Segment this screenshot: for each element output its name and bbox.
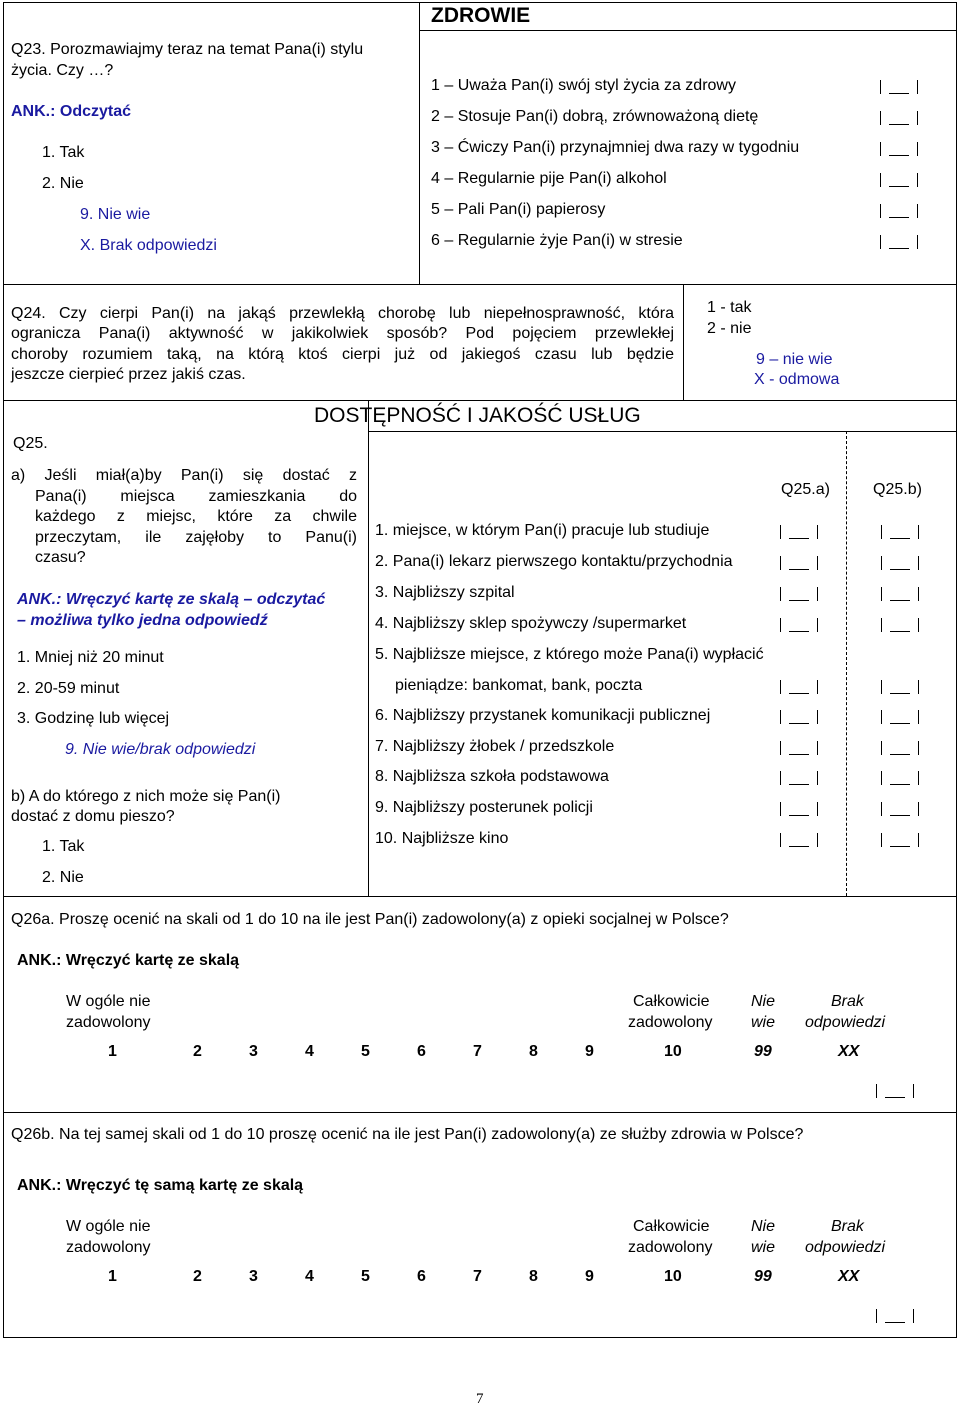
q23-option-brak: X. Brak odpowiedzi [80, 237, 217, 254]
q26b-scale-3: 3 [249, 1268, 258, 1285]
q25-place-6: 6. Najbliższy przystanek komunikacji publicznej [375, 707, 711, 724]
q25a-option-1: 1. Mniej niż 20 minut [17, 649, 164, 666]
q26b-na-label-1: Brak [831, 1218, 864, 1235]
q25-place-4: 4. Najbliższy sklep spożywczy /supermarket [375, 615, 687, 632]
zdrowie-header: ZDROWIE [431, 4, 531, 27]
q26a-na-label-1: Brak [831, 993, 864, 1010]
q26a-scale-8: 8 [529, 1043, 538, 1060]
q25b-box-3[interactable] [881, 587, 919, 601]
q25a-line-1: a) Jeśli miał(a)by Pan(i) się dostać z [11, 467, 357, 484]
q23-item-4: 4 – Regularnie pije Pan(i) alkohol [431, 170, 667, 187]
q25-bottom-border [3, 896, 957, 897]
right-border [956, 2, 957, 1338]
q25b-box-1[interactable] [881, 525, 919, 539]
q25b-box-10[interactable] [881, 833, 919, 847]
q26a-scale-2: 2 [193, 1043, 202, 1060]
q26b-scale-xx: XX [838, 1268, 860, 1285]
q26a-low-label-2: zadowolony [66, 1014, 151, 1031]
q26a-scale-10: 10 [664, 1043, 682, 1060]
q25a-box-9[interactable] [780, 802, 818, 816]
q23-prompt-line1: Q23. Porozmawiajmy teraz na temat Pana(i) stylu [11, 41, 364, 58]
q24-line-1: Q24. Czy cierpi Pan(i) na jakąś przewlekłą chorobę lub niepełnosprawność, która [11, 305, 674, 322]
q23-answer-box-2[interactable] [880, 111, 918, 125]
q26a-scale-9: 9 [585, 1043, 594, 1060]
q25a-box-3[interactable] [780, 587, 818, 601]
q23-answer-box-5[interactable] [880, 204, 918, 218]
q23-answer-box-4[interactable] [880, 173, 918, 187]
q25-place-7: 7. Najbliższy żłobek / przedszkole [375, 738, 615, 755]
q26a-scale-1: 1 [108, 1043, 117, 1060]
q25-dashed-divider [846, 431, 847, 896]
q26a-scale-5: 5 [361, 1043, 370, 1060]
q25-label: Q25. [13, 435, 48, 452]
q25-place-8: 8. Najbliższa szkoła podstawowa [375, 768, 609, 785]
q24-line-4: jeszcze cierpieć przez jakiś czas. [11, 366, 246, 383]
q26a-dk-label-1: Nie [751, 993, 776, 1010]
bottom-border [3, 1337, 957, 1338]
q24-option-tak: 1 - tak [707, 299, 752, 316]
q25b-box-8[interactable] [881, 771, 919, 785]
q26b-low-label-1: W ogóle nie [66, 1218, 151, 1235]
q26a-bottom-border [3, 1112, 957, 1113]
q26a-high-label-2: zadowolony [628, 1014, 713, 1031]
q23-instruction: ANK.: Odczytać [11, 103, 132, 120]
q25-instruction-line2: – możliwa tylko jedna odpowiedź [17, 612, 268, 629]
q25a-box-7[interactable] [780, 741, 818, 755]
q25-place-9: 9. Najbliższy posterunek policji [375, 799, 593, 816]
q23-option-nie-wie: 9. Nie wie [80, 206, 151, 223]
q23-bottom-border [3, 284, 957, 285]
q25b-box-9[interactable] [881, 802, 919, 816]
q25a-line-2: Pana(i) miejsca zamieszkania do [35, 488, 357, 505]
q26a-instruction: ANK.: Wręczyć kartę ze skalą [17, 952, 240, 969]
q26b-scale-1: 1 [108, 1268, 117, 1285]
q23-column-divider [419, 2, 420, 285]
q26a-prompt: Q26a. Proszę ocenić na skali od 1 do 10 na ile jest Pan(i) zadowolony(a) z opieki socjalnej w Polsce? [11, 911, 729, 928]
q25b-column-header: Q25.b) [873, 481, 922, 498]
q25a-box-8[interactable] [780, 771, 818, 785]
q26a-high-label-1: Całkowicie [633, 993, 710, 1010]
q26b-answer-box[interactable] [876, 1309, 914, 1323]
q25a-box-6[interactable] [780, 710, 818, 724]
q26b-scale-99: 99 [754, 1268, 772, 1285]
q26a-na-label-2: odpowiedzi [805, 1014, 886, 1031]
q26b-scale-10: 10 [664, 1268, 682, 1285]
q25a-box-5[interactable] [780, 680, 818, 694]
q24-line-3: choroby rozumiem taką, na którą ktoś cierpi już od jakiegoś czasu lub będzie [11, 346, 674, 363]
q26a-scale-xx: XX [838, 1043, 860, 1060]
zdrowie-header-underline [419, 30, 957, 31]
q26a-scale-7: 7 [473, 1043, 482, 1060]
q24-option-nie: 2 - nie [707, 320, 752, 337]
q26b-scale-9: 9 [585, 1268, 594, 1285]
q25b-box-5[interactable] [881, 680, 919, 694]
q26a-dk-label-2: wie [751, 1014, 776, 1031]
dostepnosc-header: DOSTĘPNOŚĆ I JAKOŚĆ USŁUG [314, 404, 641, 427]
q23-item-3: 3 – Ćwiczy Pan(i) przynajmniej dwa razy w tygodniu [431, 139, 800, 156]
q24-option-odmowa: X - odmowa [754, 371, 840, 388]
q25b-box-7[interactable] [881, 741, 919, 755]
q25a-box-4[interactable] [780, 618, 818, 632]
q23-answer-box-3[interactable] [880, 142, 918, 156]
q23-answer-box-6[interactable] [880, 235, 918, 249]
q23-item-6: 6 – Regularnie żyje Pan(i) w stresie [431, 232, 683, 249]
q26b-scale-5: 5 [361, 1268, 370, 1285]
q26b-dk-label-1: Nie [751, 1218, 776, 1235]
q26b-scale-4: 4 [305, 1268, 314, 1285]
q26b-prompt: Q26b. Na tej samej skali od 1 do 10 proszę ocenić na ile jest Pan(i) zadowolony(a) ze służby zdrowia w Polsce? [11, 1126, 804, 1143]
q25b-option-tak: 1. Tak [42, 838, 85, 855]
q25a-line-5: czasu? [35, 549, 86, 566]
q26a-scale-4: 4 [305, 1043, 314, 1060]
q25b-line-2: dostać z domu pieszo? [11, 808, 175, 825]
q26a-scale-99: 99 [754, 1043, 772, 1060]
q25-place-1: 1. miejsce, w którym Pan(i) pracuje lub studiuje [375, 522, 710, 539]
q26a-scale-6: 6 [417, 1043, 426, 1060]
q26b-scale-2: 2 [193, 1268, 202, 1285]
q26b-scale-8: 8 [529, 1268, 538, 1285]
q25-place-10: 10. Najbliższe kino [375, 830, 509, 847]
q25a-option-2: 2. 20-59 minut [17, 680, 120, 697]
q24-line-2: ogranicza Pana(i) aktywność w jakikolwiek sposób? Pod pojęciem przewlekłej [11, 325, 674, 342]
q25b-option-nie: 2. Nie [42, 869, 84, 886]
q25-place-5-line1: 5. Najbliższe miejsce, z którego może Pana(i) wypłacić [375, 646, 764, 663]
q23-answer-box-1[interactable] [880, 80, 918, 94]
q26b-low-label-2: zadowolony [66, 1239, 151, 1256]
q25a-box-2[interactable] [780, 556, 818, 570]
q25b-box-6[interactable] [881, 710, 919, 724]
q26b-high-label-1: Całkowicie [633, 1218, 710, 1235]
q24-column-divider [683, 284, 684, 401]
q26a-low-label-1: W ogóle nie [66, 993, 151, 1010]
left-border [3, 2, 4, 1338]
q26b-scale-7: 7 [473, 1268, 482, 1285]
q26b-na-label-2: odpowiedzi [805, 1239, 886, 1256]
q25a-box-10[interactable] [780, 833, 818, 847]
q25-place-5-line2: pieniądze: bankomat, bank, poczta [395, 677, 643, 694]
dostepnosc-header-underline [368, 431, 957, 432]
q25-instruction-line1: ANK.: Wręczyć kartę ze skalą – odczytać [17, 591, 326, 608]
q26b-instruction: ANK.: Wręczyć tę samą kartę ze skalą [17, 1177, 304, 1194]
q26a-scale-3: 3 [249, 1043, 258, 1060]
q23-item-2: 2 – Stosuje Pan(i) dobrą, zrównoważoną dietę [431, 108, 759, 125]
q25b-box-4[interactable] [881, 618, 919, 632]
q25b-box-2[interactable] [881, 556, 919, 570]
q23-item-5: 5 – Pali Pan(i) papierosy [431, 201, 606, 218]
q24-option-nie-wie: 9 – nie wie [756, 351, 833, 368]
q26b-high-label-2: zadowolony [628, 1239, 713, 1256]
top-border [3, 2, 957, 3]
q23-option-nie: 2. Nie [42, 175, 84, 192]
q25a-line-3: każdego z miejsc, które za chwile [35, 508, 357, 525]
q23-option-tak: 1. Tak [42, 144, 85, 161]
q25-column-divider [368, 400, 369, 897]
q26a-answer-box[interactable] [876, 1084, 914, 1098]
q26b-scale-6: 6 [417, 1268, 426, 1285]
q24-bottom-border [3, 400, 957, 401]
q25a-box-1[interactable] [780, 525, 818, 539]
q25a-line-4: przeczytam, ile zajęłoby to Panu(i) [35, 529, 357, 546]
q23-item-1: 1 – Uważa Pan(i) swój styl życia za zdrowy [431, 77, 736, 94]
q25b-line-1: b) A do którego z nich może się Pan(i) [11, 788, 281, 805]
q25a-column-header: Q25.a) [781, 481, 830, 498]
q23-prompt-line2: życia. Czy …? [11, 62, 114, 79]
q25a-option-3: 3. Godzinę lub więcej [17, 710, 170, 727]
q25-place-3: 3. Najbliższy szpital [375, 584, 515, 601]
page-number: 7 [476, 1391, 484, 1407]
q26b-dk-label-2: wie [751, 1239, 776, 1256]
q25a-option-9: 9. Nie wie/brak odpowiedzi [65, 741, 256, 758]
q25-place-2: 2. Pana(i) lekarz pierwszego kontaktu/przychodnia [375, 553, 733, 570]
